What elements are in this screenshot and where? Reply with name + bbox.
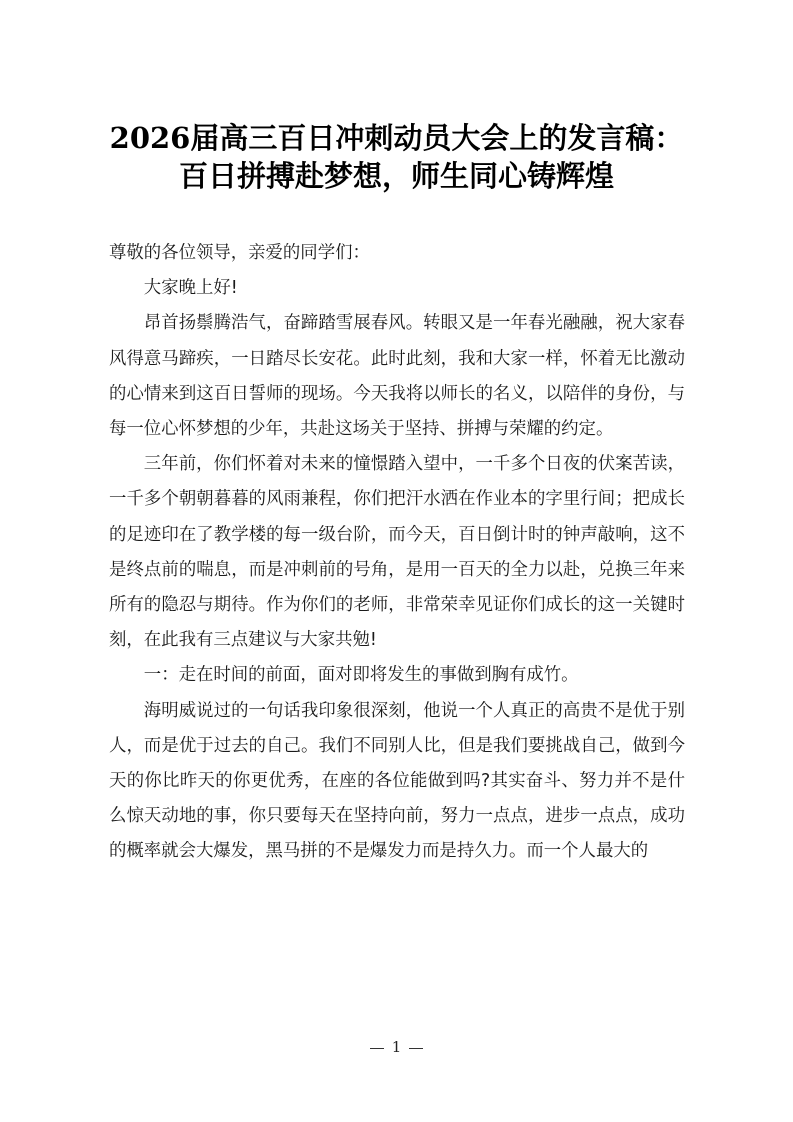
- document-title-line-1: 2026届高三百日冲刺动员大会上的发言稿：: [109, 121, 684, 155]
- paragraph-greeting: 大家晚上好!: [143, 278, 238, 299]
- page-number: 1: [391, 1038, 402, 1056]
- dash-left-decoration: [370, 1048, 384, 1049]
- paragraph-point-one-heading: 一：走在时间的前面，面对即将发生的事做到胸有成竹。: [143, 665, 579, 686]
- dash-right-decoration: [409, 1048, 423, 1049]
- document-title-line-2: 百日拼搏赴梦想，师生同心铸辉煌: [178, 159, 614, 193]
- paragraph-hemingway: 海明威说过的一句话我印象很深刻，他说一个人真正的高贵不是优于别人，而是优于过去的自己。我们不同别人比，但是我们要挑战自己，做到今天的你比昨天的你更优秀，在座的各位能做到吗?其实奋斗、努力并不是什么惊天动地的事，你只要每天在坚持向前，努力一点点，进步一点点，成功的概率就会大爆发，黑马拼的不是爆发力而是持久力。而一个人最大的: [109, 700, 685, 862]
- paragraph-opening: 昂首扬鬃腾浩气，奋蹄踏雪展春风。转眼又是一年春光融融，祝大家春风得意马蹄疾，一日踏尽长安花。此时此刻，我和大家一样，怀着无比激动的心情来到这百日誓师的现场。今天我将以师长的名义，以陪伴的身份，与每一位心怀梦想的少年，共赴这场关于坚持、拼搏与荣耀的约定。: [109, 313, 685, 440]
- document-body: [109, 236, 685, 870]
- paragraph-three-years: 三年前，你们怀着对未来的憧憬踏入望中，一千多个日夜的伏案苦读，一千多个朝朝暮暮的风雨兼程，你们把汗水洒在作业本的字里行间；把成长的足迹印在了教学楼的每一级台阶，而今天，百日倒计时的钟声敲响，这不是终点前的喘息，而是冲刺前的号角，是用一百天的全力以赴，兑换三年来所有的隐忍与期待。作为你们的老师，非常荣幸见证你们成长的这一关键时刻，在此我有三点建议与大家共勉!: [109, 454, 685, 651]
- salutation: 尊敬的各位领导，亲爱的同学们：: [109, 243, 370, 263]
- page-footer: [0, 1038, 793, 1056]
